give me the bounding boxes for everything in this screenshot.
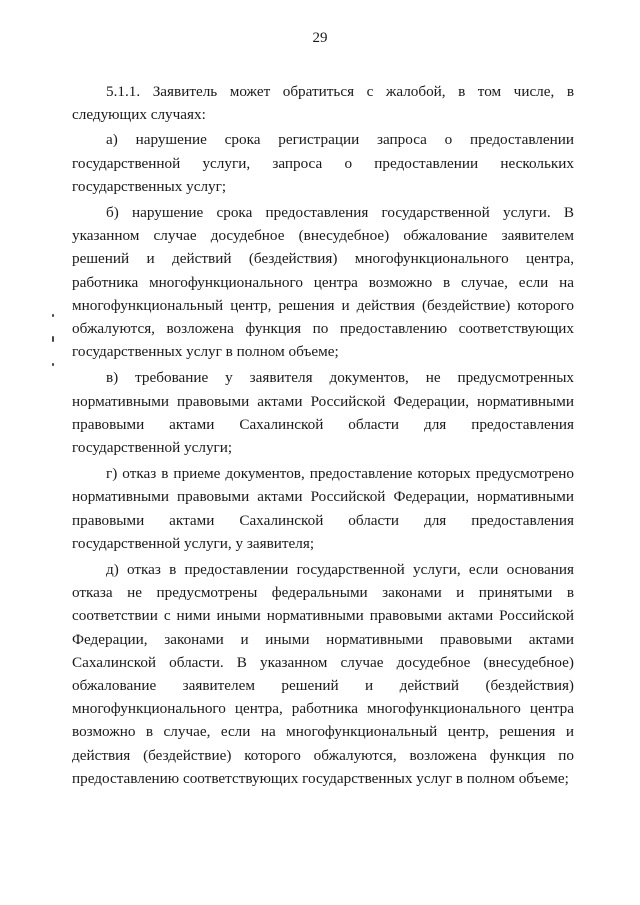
paragraph-item-g: г) отказ в приеме документов, предоставление которых предусмотрено нормативными правовыми актами Российской Федерации, нормативными правовыми актами Сахалинской области для предоставления государственной услуги, у заявителя;: [72, 465, 574, 552]
paragraph-item-b: б) нарушение срока предоставления государственной услуги. В указанном случае досудебное (внесудебное) обжалование заявителем решений и действий (бездействия) многофункционального центра, работника многофункционального центра возможно в случае, если на многофункциональный центр, решения и действия (бездействие) которого обжалуются, возложена функция по предоставлению соответствующих государственных услуг в полном объеме;: [72, 204, 574, 361]
paragraph-item-v: в) требование у заявителя документов, не предусмотренных нормативными правовыми актами Российской Федерации, нормативными правовыми актами Сахалинской области для предоставления государственной услуги;: [72, 369, 574, 457]
scan-artifact: [52, 363, 54, 366]
document-body: [72, 80, 574, 790]
paragraph-item-d: д) отказ в предоставлении государственной услуги, если основания отказа не предусмотрены федеральными законами и принятыми в соответствии с ними иными нормативными правовыми актами Российской Федерации, законами и иными нормативными правовыми актами Сахалинской области. В указанном случае досудебное (внесудебное) обжалование заявителем решений и действий (бездействия) многофункционального центра, работника многофункционального центра возможно в случае, если на многофункциональный центр, решения и действия (бездействие) которого обжалуются, возложена функция по предоставлению соответствующих государственных услуг в полном объеме;: [72, 561, 574, 787]
scan-artifact: [52, 336, 54, 342]
page-number: 29: [312, 30, 328, 46]
paragraph-item-a: а) нарушение срока регистрации запроса о предоставлении государственной услуги, запроса о предоставлении нескольких государственных услуг;: [72, 131, 574, 195]
scan-artifact: [52, 314, 54, 317]
paragraph-intro: 5.1.1. Заявитель может обратиться с жалобой, в том числе, в следующих случаях:: [72, 83, 574, 124]
